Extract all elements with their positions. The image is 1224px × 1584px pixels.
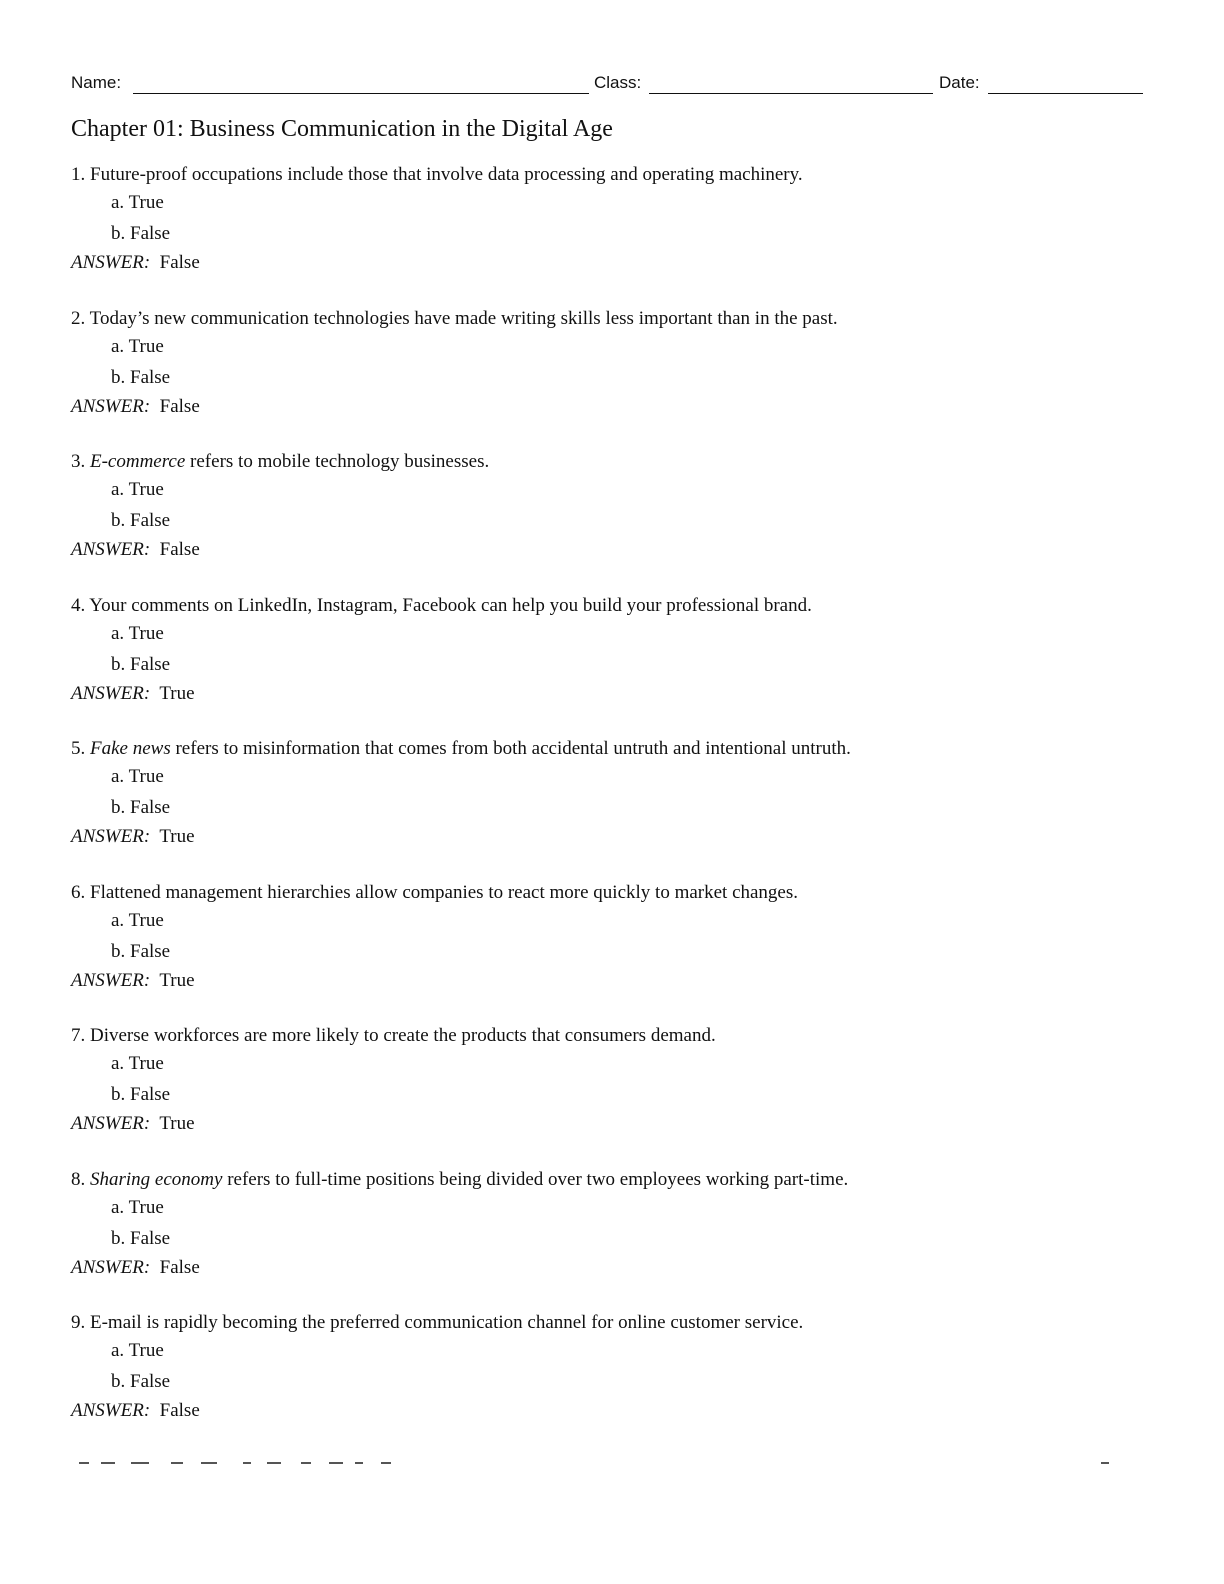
answer-value: True bbox=[159, 682, 195, 704]
answer-value: False bbox=[159, 539, 200, 560]
worksheet-header bbox=[71, 72, 1143, 96]
option-false[interactable]: b. False bbox=[111, 1371, 171, 1392]
question-text-line bbox=[71, 307, 1151, 331]
question-number: 4. bbox=[71, 594, 86, 616]
question-text-line bbox=[71, 594, 1151, 618]
answer-line bbox=[71, 1112, 1151, 1136]
option-false[interactable]: b. False bbox=[111, 223, 171, 244]
question-text: Diverse workforces are more likely to create the products that consumers demand. bbox=[90, 1025, 716, 1046]
class-field-line[interactable] bbox=[649, 93, 933, 94]
answer-label: ANSWER: bbox=[71, 252, 151, 273]
question-italic-term: Fake news bbox=[90, 738, 171, 759]
answer-line bbox=[71, 969, 1151, 993]
answer-line bbox=[71, 251, 1151, 275]
date-field-line[interactable] bbox=[988, 93, 1143, 94]
answer-label: ANSWER: bbox=[71, 969, 151, 991]
answer-line bbox=[71, 1256, 1151, 1280]
question-italic-term: Sharing economy bbox=[90, 1168, 223, 1190]
option-true[interactable]: a. True bbox=[111, 766, 164, 787]
option-false[interactable]: b. False bbox=[111, 510, 171, 531]
answer-line bbox=[71, 538, 1151, 562]
question-list bbox=[71, 163, 1151, 1455]
question-number: 7. bbox=[71, 1025, 86, 1046]
answer-value: False bbox=[159, 1256, 200, 1278]
option-true[interactable]: a. True bbox=[111, 909, 164, 931]
answer-label: ANSWER: bbox=[71, 682, 151, 704]
answer-line bbox=[71, 682, 1151, 706]
question-number: 2. bbox=[71, 307, 86, 329]
question-text-line bbox=[71, 881, 1151, 905]
question-text: Today’s new communication technologies have made writing skills less important than in the past. bbox=[89, 307, 838, 329]
answer-value: True bbox=[159, 969, 195, 991]
question-text-line bbox=[71, 1311, 1151, 1335]
answer-line bbox=[71, 1399, 1151, 1423]
question-item-9 bbox=[71, 1311, 1151, 1455]
answer-label: ANSWER: bbox=[71, 539, 151, 560]
option-false[interactable]: b. False bbox=[111, 366, 171, 388]
option-false[interactable]: b. False bbox=[111, 1084, 171, 1105]
question-item-2 bbox=[71, 307, 1151, 451]
question-item-7 bbox=[71, 1024, 1151, 1168]
question-text: E-mail is rapidly becoming the preferred communication channel for online customer service. bbox=[90, 1312, 804, 1333]
answer-label: ANSWER: bbox=[71, 1400, 151, 1421]
answer-value: True bbox=[159, 1113, 195, 1134]
question-number: 6. bbox=[71, 881, 86, 903]
answer-value: False bbox=[159, 395, 200, 417]
question-number: 9. bbox=[71, 1312, 86, 1333]
question-number: 1. bbox=[71, 164, 86, 185]
option-true[interactable]: a. True bbox=[111, 192, 164, 213]
question-item-6 bbox=[71, 881, 1151, 1025]
date-label: Date: bbox=[939, 73, 980, 92]
chapter-title: Chapter 01: Business Communication in the Digital Age bbox=[71, 116, 613, 142]
answer-value: False bbox=[159, 1400, 200, 1421]
question-text: Flattened management hierarchies allow companies to react more quickly to market changes. bbox=[90, 881, 799, 903]
option-false[interactable]: b. False bbox=[111, 653, 171, 675]
question-number: 3. bbox=[71, 451, 86, 472]
answer-label: ANSWER: bbox=[71, 1113, 151, 1134]
answer-line bbox=[71, 395, 1151, 419]
option-true[interactable]: a. True bbox=[111, 335, 164, 357]
answer-label: ANSWER: bbox=[71, 826, 151, 847]
footer-cut-off-text bbox=[71, 1462, 1143, 1466]
question-number: 8. bbox=[71, 1168, 86, 1190]
answer-value: False bbox=[159, 252, 200, 273]
option-true[interactable]: a. True bbox=[111, 1053, 164, 1074]
option-false[interactable]: b. False bbox=[111, 940, 171, 962]
option-true[interactable]: a. True bbox=[111, 1340, 164, 1361]
question-text: Your comments on LinkedIn, Instagram, Facebook can help you build your professional brand. bbox=[89, 594, 812, 616]
option-false[interactable]: b. False bbox=[111, 1227, 171, 1249]
class-label: Class: bbox=[594, 73, 642, 92]
answer-label: ANSWER: bbox=[71, 395, 151, 417]
question-text-line bbox=[71, 1168, 1151, 1192]
question-text-line bbox=[71, 163, 1151, 187]
option-true[interactable]: a. True bbox=[111, 479, 164, 500]
option-true[interactable]: a. True bbox=[111, 1196, 164, 1218]
question-item-4 bbox=[71, 594, 1151, 738]
question-number: 5. bbox=[71, 738, 86, 759]
question-item-8 bbox=[71, 1168, 1151, 1312]
name-label: Name: bbox=[71, 73, 122, 92]
question-text-line bbox=[71, 450, 1151, 474]
question-text: refers to mobile technology businesses. bbox=[190, 451, 490, 472]
question-text-line bbox=[71, 1024, 1151, 1048]
question-text-line bbox=[71, 737, 1151, 761]
question-text: refers to full-time positions being divided over two employees working part-time. bbox=[227, 1168, 849, 1190]
question-text: Future-proof occupations include those that involve data processing and operating machinery. bbox=[90, 164, 803, 185]
option-false[interactable]: b. False bbox=[111, 797, 171, 818]
answer-label: ANSWER: bbox=[71, 1256, 151, 1278]
name-field-line[interactable] bbox=[133, 93, 589, 94]
question-italic-term: E-commerce bbox=[90, 451, 186, 472]
question-text: refers to misinformation that comes from both accidental untruth and intentional untruth. bbox=[175, 738, 851, 759]
question-item-3 bbox=[71, 450, 1151, 594]
answer-line bbox=[71, 825, 1151, 849]
question-item-1 bbox=[71, 163, 1151, 307]
answer-value: True bbox=[159, 826, 195, 847]
option-true[interactable]: a. True bbox=[111, 622, 164, 644]
question-item-5 bbox=[71, 737, 1151, 881]
